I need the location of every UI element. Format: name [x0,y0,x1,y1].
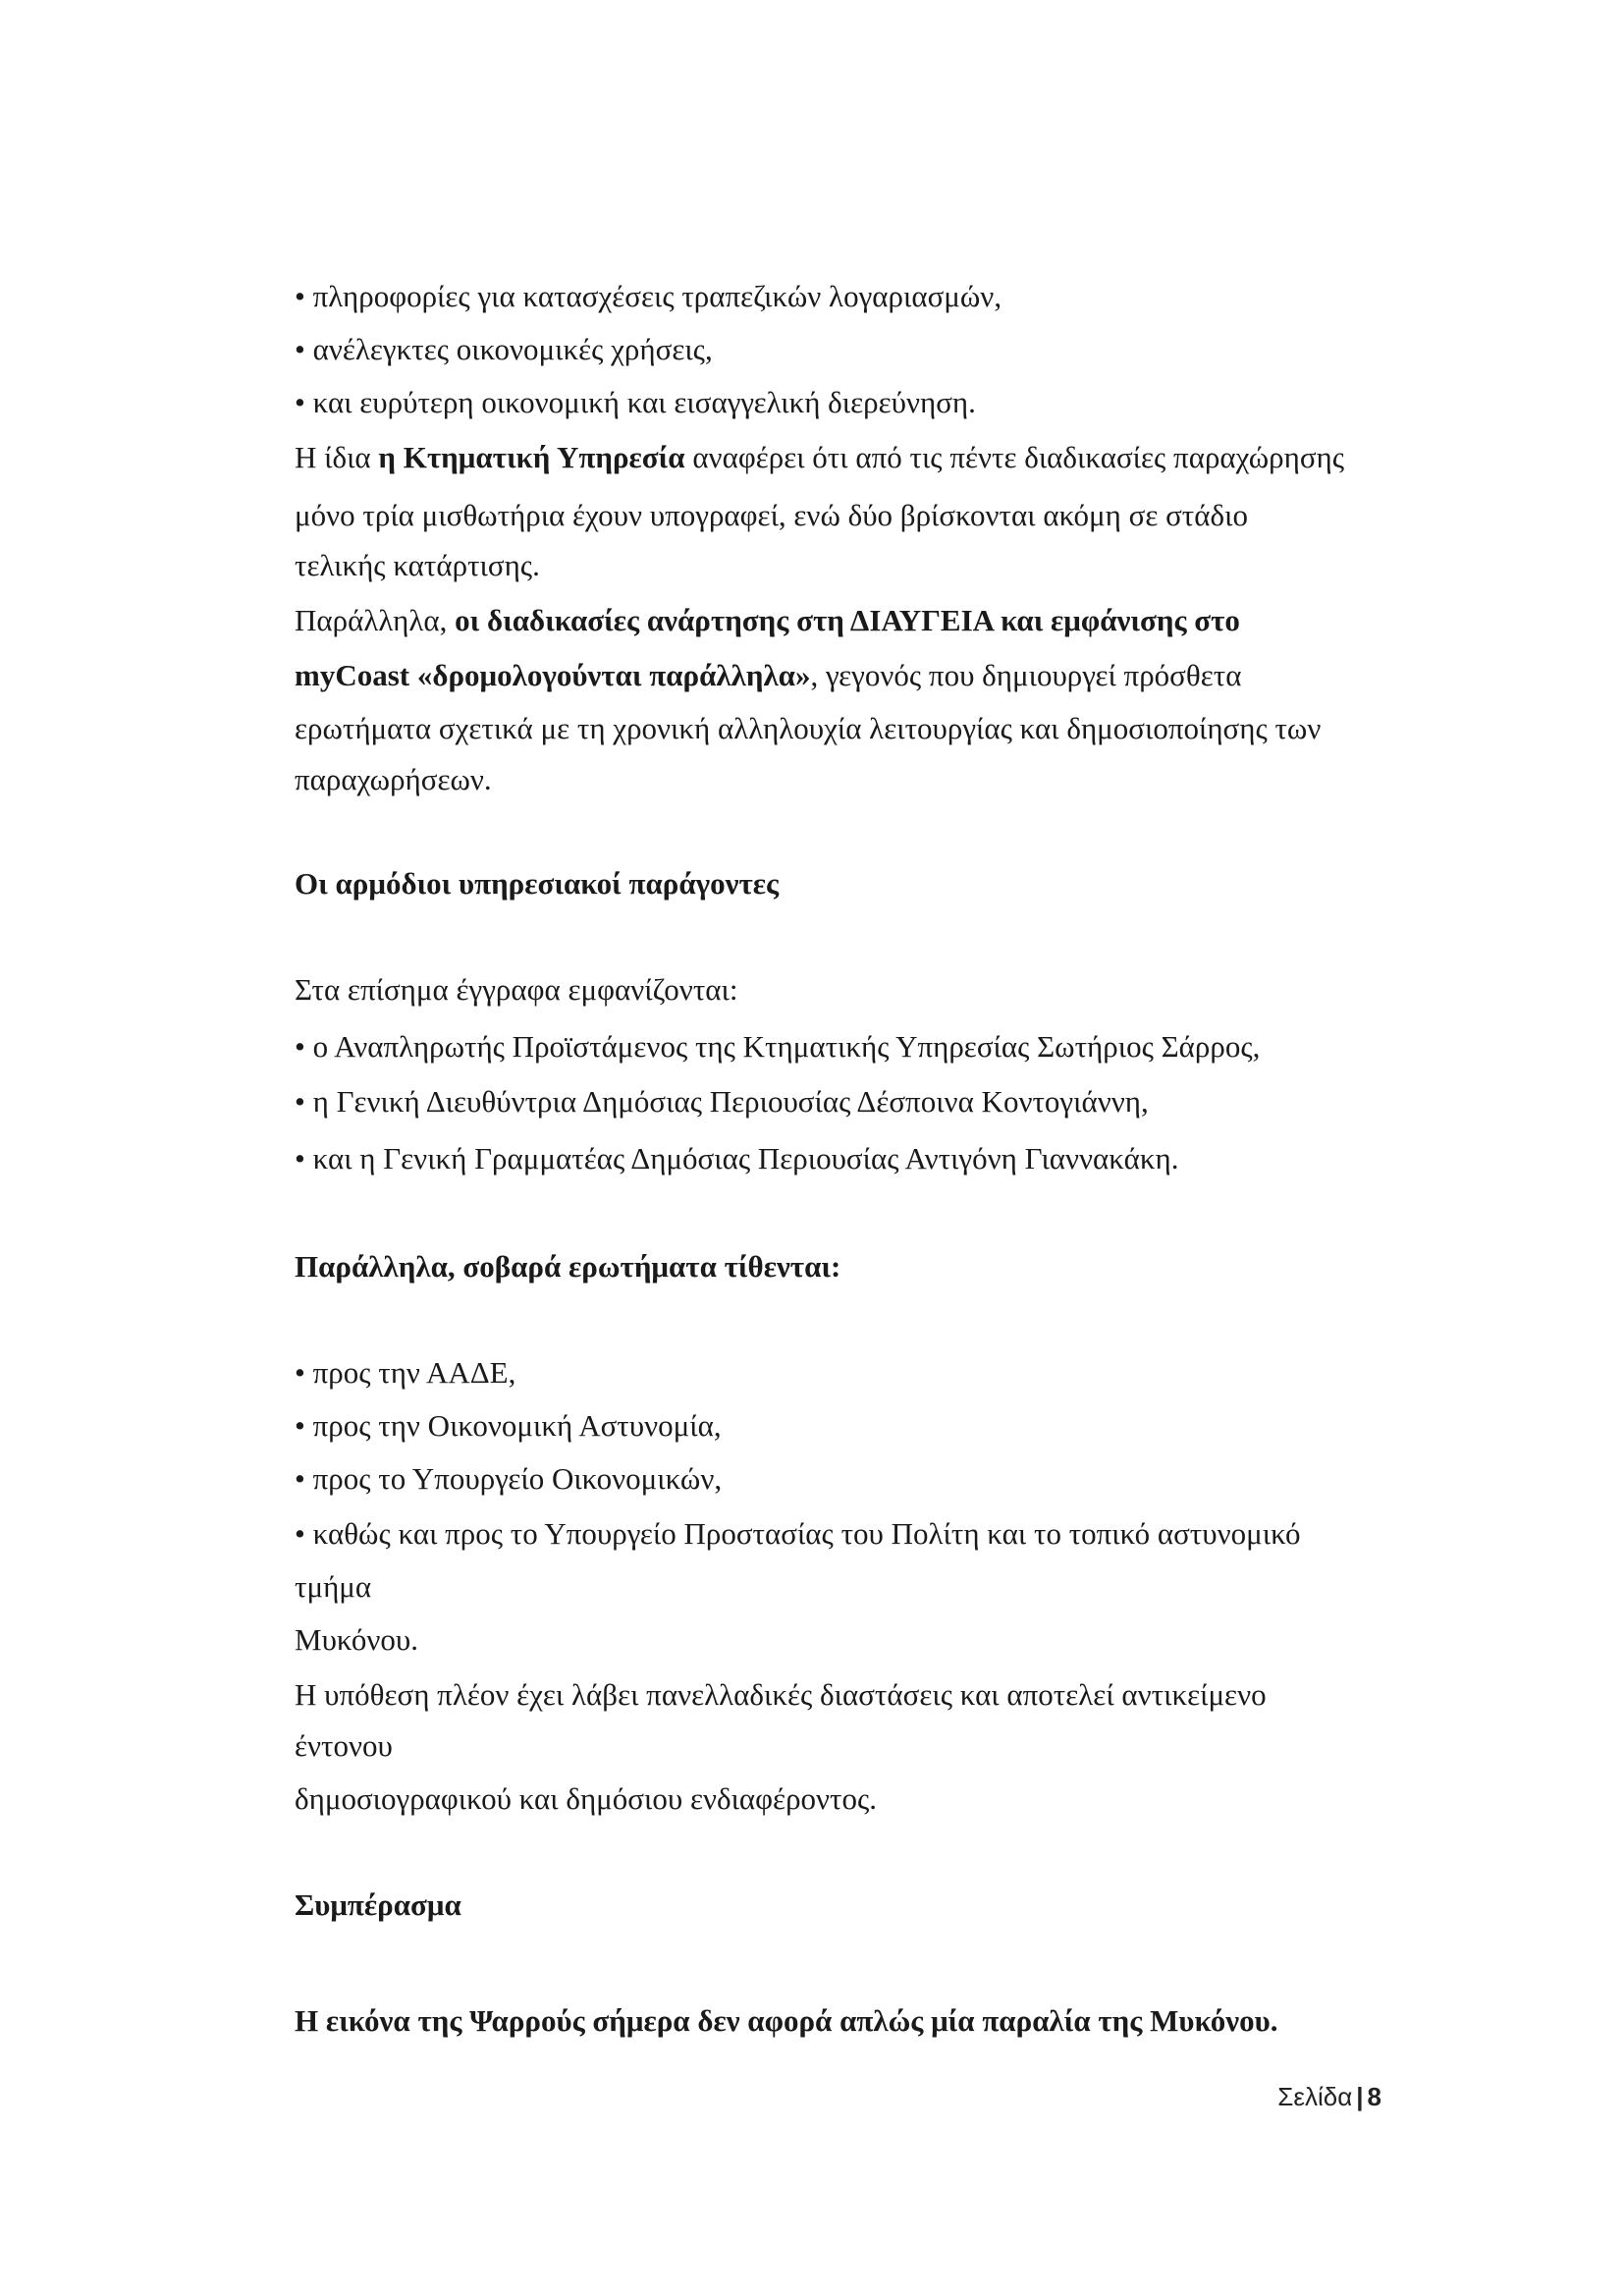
section-heading: Συμπέρασμα [295,1887,461,1922]
bullet-item: • προς την Οικονομική Αστυνομία, [295,1408,722,1443]
paragraph-line: δημοσιογραφικού και δημόσιου ενδιαφέροντος. [295,1781,878,1816]
paragraph-line: τελικής κατάρτισης. [295,548,540,582]
bullet-item: • πληροφορίες για κατασχέσεις τραπεζικών λογαριασμών, [295,279,1002,313]
bold-text-run: myCoast «δρομολογούνται παράλληλα» [295,658,811,692]
footer-separator: | [1356,2082,1364,2111]
bullet-item: • καθώς και προς το Υπουργείο Προστασίας του Πολίτη και το τοπικό αστυνομικό [295,1516,1301,1551]
bullet-item: • ο Αναπληρωτής Προϊστάμενος της Κτηματικής Υπηρεσίας Σωτήριος Σάρρος, [295,1029,1261,1064]
paragraph-line: Μυκόνου. [295,1622,418,1657]
page-label: Σελίδα [1277,2082,1353,2111]
paragraph-line: έντονου [295,1728,393,1763]
bullet-item: • και ευρύτερη οικονομική και εισαγγελική διερεύνηση. [295,385,976,419]
page-footer [1277,2082,1381,2112]
bold-text-run: οι διαδικασίες ανάρτησης στη ΔΙΑΥΓΕΙΑ και εμφάνισης στο [455,603,1240,637]
section-heading: Οι αρμόδιοι υπηρεσιακοί παράγοντες [295,866,780,901]
paragraph-line: Η υπόθεση πλέον έχει λάβει πανελλαδικές διαστάσεις και αποτελεί αντικείμενο [295,1677,1267,1712]
conclusion-statement: Η εικόνα της Ψαρρούς σήμερα δεν αφορά απλώς μία παραλία της Μυκόνου. [295,2003,1278,2038]
paragraph-line [295,601,1453,640]
bold-text-run: η Κτηματική Υπηρεσία [378,440,685,474]
page-number: 8 [1367,2082,1381,2111]
bullet-item: • η Γενική Διευθύντρια Δημόσιας Περιουσίας Δέσποινα Κοντογιάννη, [295,1084,1149,1119]
paragraph-line: Στα επίσημα έγγραφα εμφανίζονται: [295,972,738,1007]
paragraph-line: τμήμα [295,1569,372,1604]
paragraph-line: ερωτήματα σχετικά με τη χρονική αλληλουχία λειτουργίας και δημοσιοποίησης των [295,711,1322,745]
text-run: αναφέρει ότι από τις πέντε διαδικασίες παραχώρησης [684,440,1345,474]
paragraph-line [295,656,1453,695]
paragraph-line: παραχωρήσεων. [295,762,492,796]
bullet-item: • και η Γενική Γραμματέας Δημόσιας Περιουσίας Αντιγόνη Γιαννακάκη. [295,1141,1179,1175]
section-heading: Παράλληλα, σοβαρά ερωτήματα τίθενται: [295,1249,841,1284]
text-run: , γεγονός που δημιουργεί πρόσθετα [810,658,1242,692]
text-run: Παράλληλα, [295,603,456,637]
bullet-item: • ανέλεγκτες οικονομικές χρήσεις, [295,332,713,366]
paragraph-line: μόνο τρία μισθωτήρια έχουν υπογραφεί, ενώ δύο βρίσκονται ακόμη σε στάδιο [295,498,1248,532]
bullet-item: • προς το Υπουργείο Οικονομικών, [295,1461,723,1496]
text-run: Η ίδια [295,440,379,474]
paragraph-line [295,438,1453,477]
bullet-item: • προς την ΑΑΔΕ, [295,1355,516,1390]
